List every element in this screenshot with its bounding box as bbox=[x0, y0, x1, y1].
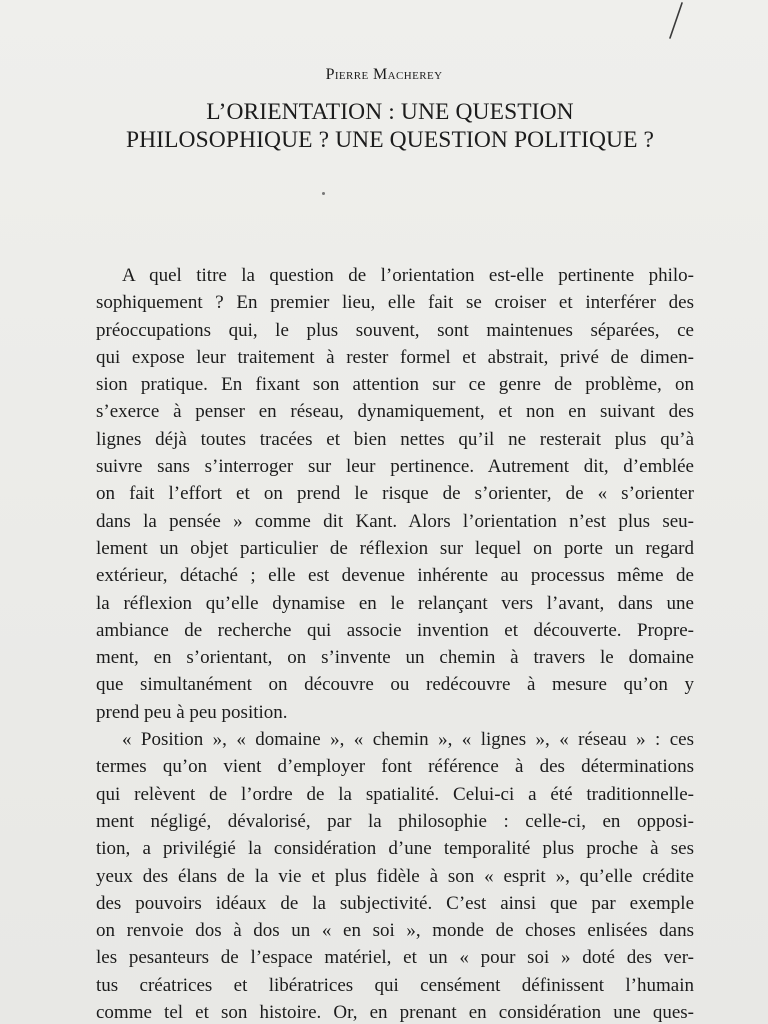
chapter-title bbox=[60, 98, 720, 154]
author-name: Pierre Macherey bbox=[325, 66, 443, 83]
body-text bbox=[96, 262, 694, 1024]
text-line: sophiquement ? En premier lieu, elle fait se croiser et interférer des bbox=[96, 292, 694, 314]
text-line: lement un objet particulier de réflexion sur lequel on porte un regard bbox=[96, 537, 694, 559]
text-line: qui relèvent de l’ordre de la spatialité. Celui-ci a été traditionnelle- bbox=[96, 783, 694, 805]
text-line: ambiance de recherche qui associe invention et découverte. Propre- bbox=[96, 619, 694, 641]
text-line: dans la pensée » comme dit Kant. Alors l’orientation n’est plus seu- bbox=[96, 510, 694, 532]
text-line: suivre sans s’interroger sur leur pertinence. Autrement dit, d’emblée bbox=[96, 456, 694, 478]
text-line: ment négligé, dévalorisé, par la philosophie : celle-ci, en opposi- bbox=[96, 810, 694, 832]
text-line: comme tel et son histoire. Or, en prenant en considération une ques- bbox=[96, 1002, 694, 1024]
text-line: s’exerce à penser en réseau, dynamiquement, et non en suivant des bbox=[96, 401, 694, 423]
text-line: prend peu à peu position. bbox=[96, 701, 288, 723]
text-line: préoccupations qui, le plus souvent, sont maintenues séparées, ce bbox=[96, 319, 694, 341]
text-line: les pesanteurs de l’espace matériel, et un « pour soi » doté des ver- bbox=[96, 947, 694, 969]
text-line: A quel titre la question de l’orientation est-elle pertinente philo- bbox=[122, 265, 694, 286]
chapter-title-line-1: L’ORIENTATION : UNE QUESTION bbox=[206, 99, 574, 125]
text-line: des pouvoirs idéaux de la subjectivité. C’est ainsi que par exemple bbox=[96, 892, 694, 914]
text-line: la réflexion qu’elle dynamise en le relançant vers l’avant, dans une bbox=[96, 592, 694, 614]
text-line: extérieur, détaché ; elle est devenue inhérente au processus même de bbox=[96, 565, 694, 587]
text-line: tus créatrices et libératrices qui censément définissent l’humain bbox=[96, 974, 694, 996]
text-line: tion, a privilégié la considération d’une temporalité plus proche à ses bbox=[96, 838, 694, 860]
text-line: que simultanément on découvre ou redécouvre à mesure qu’on y bbox=[96, 674, 694, 696]
ink-speck bbox=[322, 192, 325, 195]
text-line: on fait l’effort et on prend le risque de s’orienter, de « s’orienter bbox=[96, 483, 694, 505]
text-line: sion pratique. En fixant son attention sur ce genre de problème, on bbox=[96, 374, 694, 396]
pen-mark bbox=[666, 2, 686, 40]
text-line: « Position », « domaine », « chemin », « lignes », « réseau » : ces bbox=[122, 729, 694, 751]
text-line: ment, en s’orientant, on s’invente un chemin à travers le domaine bbox=[96, 647, 694, 669]
text-line: yeux des élans de la vie et plus fidèle à son « esprit », qu’elle crédite bbox=[96, 865, 694, 887]
text-line: on renvoie dos à dos un « en soi », monde de choses enlisées dans bbox=[96, 920, 694, 942]
text-line: qui expose leur traitement à rester formel et abstrait, privé de dimen- bbox=[96, 346, 694, 368]
text-line: lignes déjà toutes tracées et bien nettes qu’il ne resterait plus qu’à bbox=[96, 428, 694, 450]
chapter-title-line-2: PHILOSOPHIQUE ? UNE QUESTION POLITIQUE ? bbox=[125, 127, 655, 153]
text-line: termes qu’on vient d’employer font référence à des déterminations bbox=[96, 756, 694, 778]
